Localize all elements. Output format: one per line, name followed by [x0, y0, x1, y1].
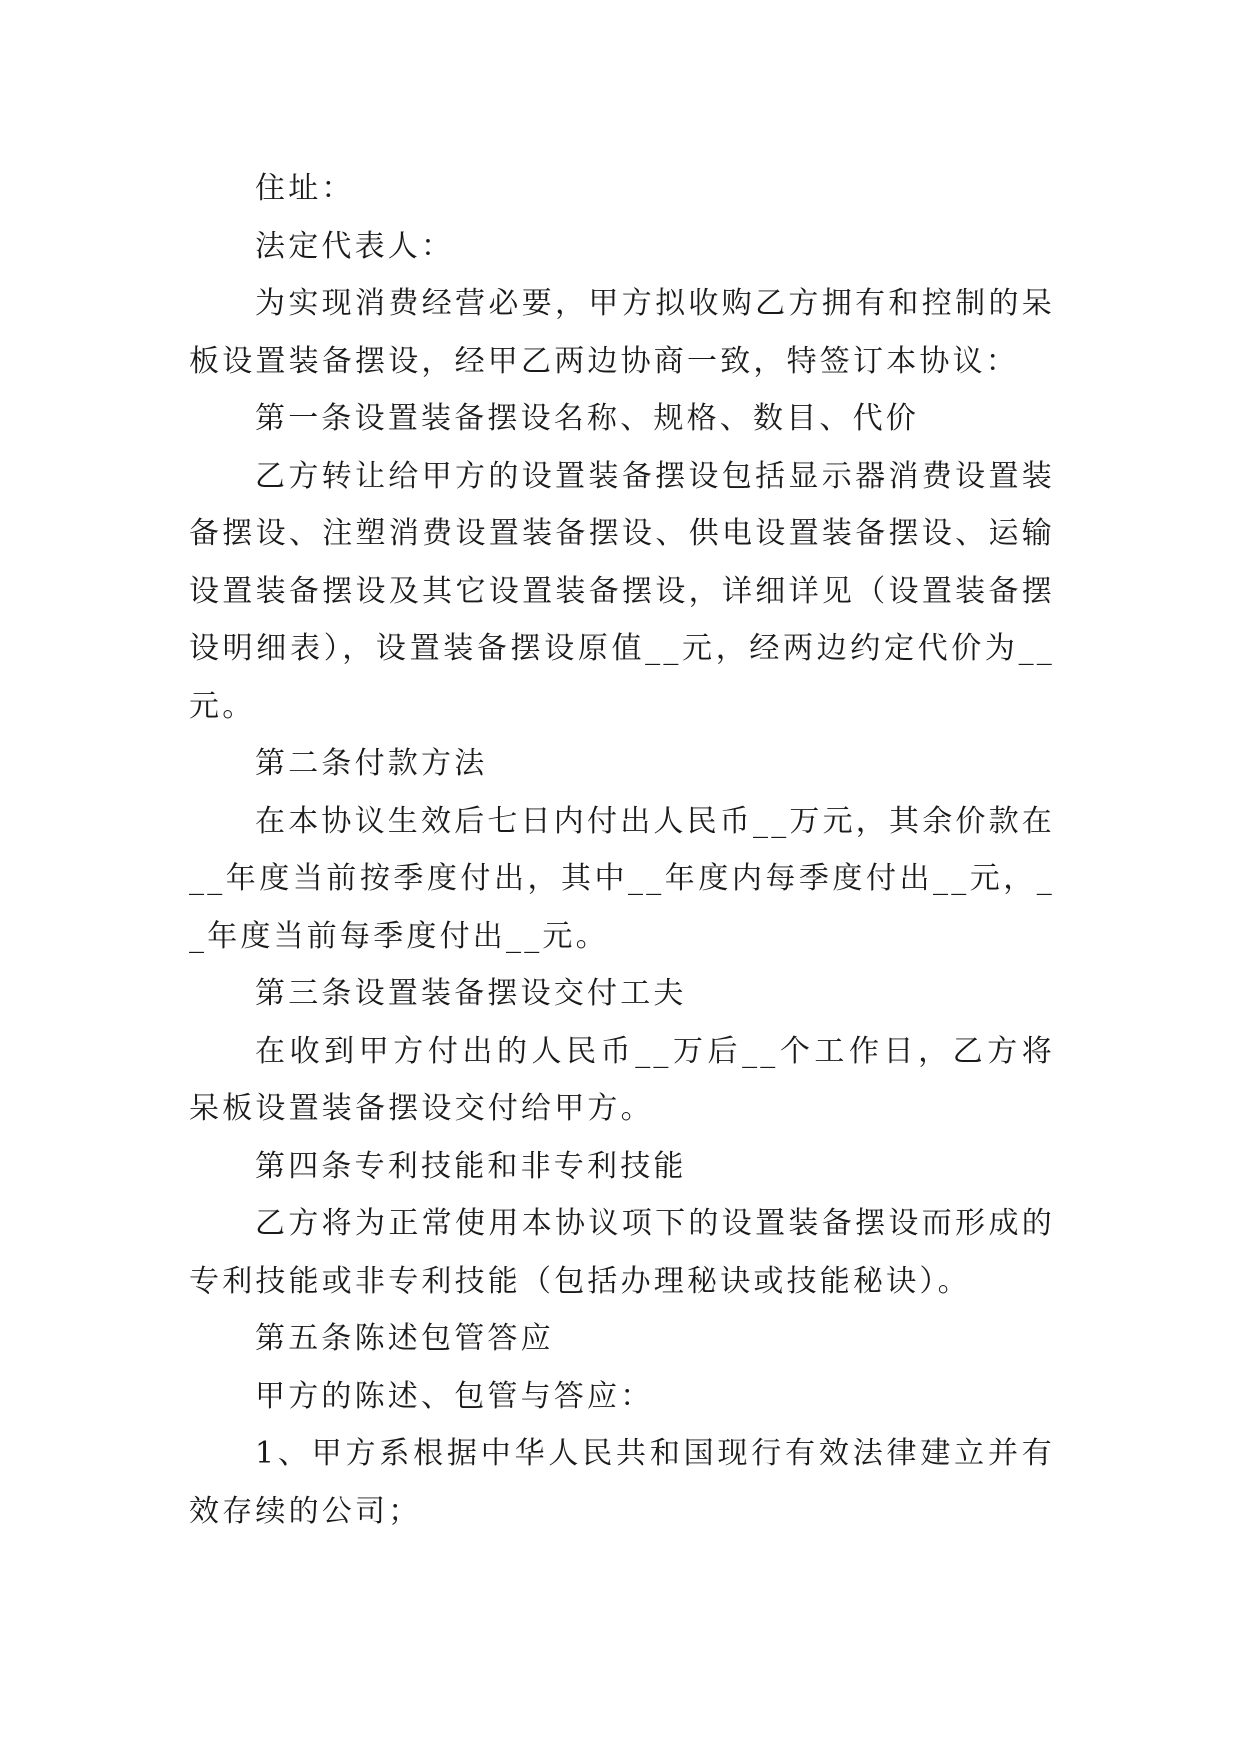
article-3-body: 在收到甲方付出的人民币__万后__个工作日，乙方将呆板设置装备摆设交付给甲方。 [189, 1033, 1055, 1126]
article-5-heading: 第五条陈述包管答应 [255, 1321, 554, 1356]
article-1-heading: 第一条设置装备摆设名称、规格、数目、代价 [255, 401, 919, 436]
article-4-heading: 第四条专利技能和非专利技能 [255, 1148, 687, 1184]
article-4-body: 乙方将为正常使用本协议项下的设置装备摆设而形成的专利技能或非专利技能（包括办理秘诀或技能秘诀）。 [189, 1206, 1055, 1299]
article-1-body: 乙方转让给甲方的设置装备摆设包括显示器消费设置装备摆设、注塑消费设置装备摆设、供电设置装备摆设、运输设置装备摆设及其它设置装备摆设，详细详见（设置装备摆设明细表），设置装备摆设原值__元，经两边约定代价为__元。 [189, 458, 1055, 724]
legal-representative-line: 法定代表人： [255, 228, 455, 264]
article-2-heading: 第二条付款方法 [255, 746, 488, 781]
article-5-item-1: 1、甲方系根据中华人民共和国现行有效法律建立并有效存续的公司； [189, 1436, 1055, 1529]
document-body [189, 160, 1055, 1540]
article-5-intro: 甲方的陈述、包管与答应： [255, 1378, 654, 1414]
address-line: 住址： [255, 171, 355, 206]
preamble-paragraph: 为实现消费经营必要，甲方拟收购乙方拥有和控制的呆板设置装备摆设，经甲乙两边协商一致，特签订本协议： [189, 286, 1055, 379]
article-2-body: 在本协议生效后七日内付出人民币__万元，其余价款在__年度当前按季度付出，其中__年度内每季度付出__元，__年度当前每季度付出__元。 [189, 803, 1055, 954]
article-3-heading: 第三条设置装备摆设交付工夫 [255, 976, 687, 1011]
